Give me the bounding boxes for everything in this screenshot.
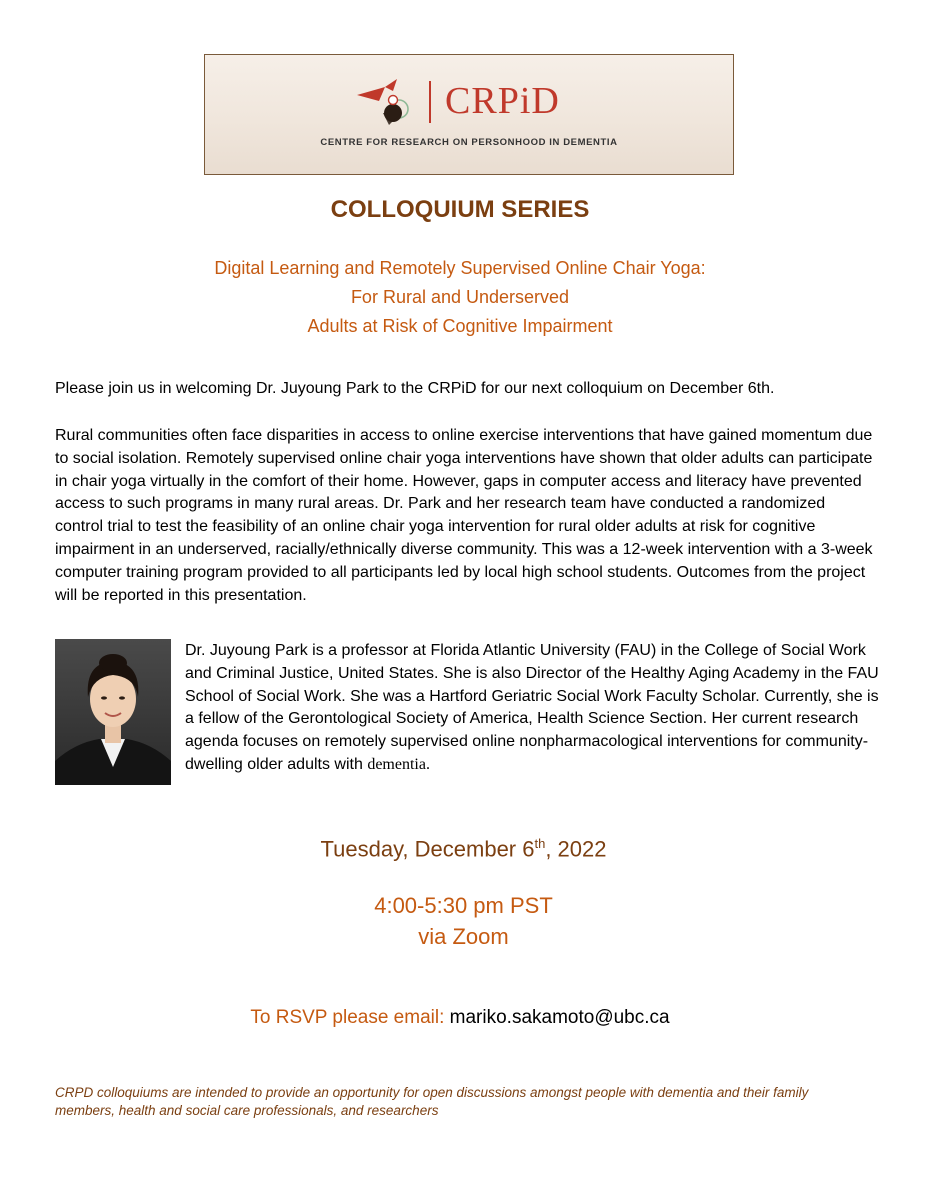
event-date-year: , 2022: [545, 836, 607, 862]
event-date-suffix: th: [534, 836, 546, 851]
speaker-portrait-icon: [55, 639, 171, 785]
logo-divider: [429, 81, 431, 123]
rsvp-email-link[interactable]: mariko.sakamoto@ubc.ca: [449, 1007, 670, 1028]
crpid-logo-banner: [204, 54, 734, 175]
talk-title-line: Adults at Risk of Cognitive Impairment: [307, 316, 613, 336]
logo-wordmark: CRPiD: [445, 80, 560, 122]
event-date: [0, 836, 927, 862]
footer-note: CRPD colloquiums are intended to provide an opportunity for open discussions amongst people with dementia and their family members, health and social care professionals, and researchers: [55, 1085, 809, 1118]
talk-title-line: For Rural and Underserved: [350, 287, 570, 307]
logo-subtitle: CENTRE FOR RESEARCH ON PERSONHOOD IN DEMENTIA: [320, 137, 618, 148]
crpid-logo-icon: [355, 75, 425, 127]
event-date-main: Tuesday, December 6: [320, 836, 535, 862]
talk-title: [0, 254, 920, 341]
abstract-paragraph: Rural communities often face disparities in access to online exercise interventions that have gained momentum due to social isolation. Remotely supervised online chair yoga interventions have shown that older adults can participate in chair yoga virtually in the comfort of their home. However, gaps in computer access and literacy have prevented access to such programs in many rural areas. Dr. Park and her research team have conducted a randomized control trial to test the feasibility of an online chair yoga intervention for rural older adults at risk for cognitive impairment in an underserved, racially/ethnically diverse community. This was a 12-week intervention with a 3-week computer training program provided to all participants led by local high school students. Outcomes from the project will be reported in this presentation.: [55, 427, 873, 604]
speaker-photo: [55, 639, 171, 785]
speaker-bio-text: Dr. Juyoung Park is a professor at Florida Atlantic University (FAU) in the College of Social Work and Criminal Justice, United States. She is also Director of the Healthy Aging Academy in the FAU School of Social Work. She was a Hartford Geriatric Social Work Faculty Scholar. Currently, she is a fellow of the Gerontological Society of America, Health Science Section. Her current research agenda focuses on remotely supervised online nonpharmacological interventions for community-dwelling older adults with: [185, 642, 879, 773]
speaker-bio: [185, 640, 885, 777]
event-venue: via Zoom: [418, 924, 509, 949]
rsvp-line: [0, 1007, 920, 1029]
rsvp-label: To RSVP please email:: [250, 1007, 445, 1028]
speaker-bio-last-word: dementia.: [367, 755, 430, 773]
intro-paragraph: Please join us in welcoming Dr. Juyoung Park to the CRPiD for our next colloquium on December 6th.: [55, 380, 775, 397]
talk-title-line: Digital Learning and Remotely Supervised Online Chair Yoga:: [214, 258, 706, 278]
series-title: COLLOQUIUM SERIES: [330, 196, 590, 223]
event-time: 4:00-5:30 pm PST: [374, 893, 553, 918]
